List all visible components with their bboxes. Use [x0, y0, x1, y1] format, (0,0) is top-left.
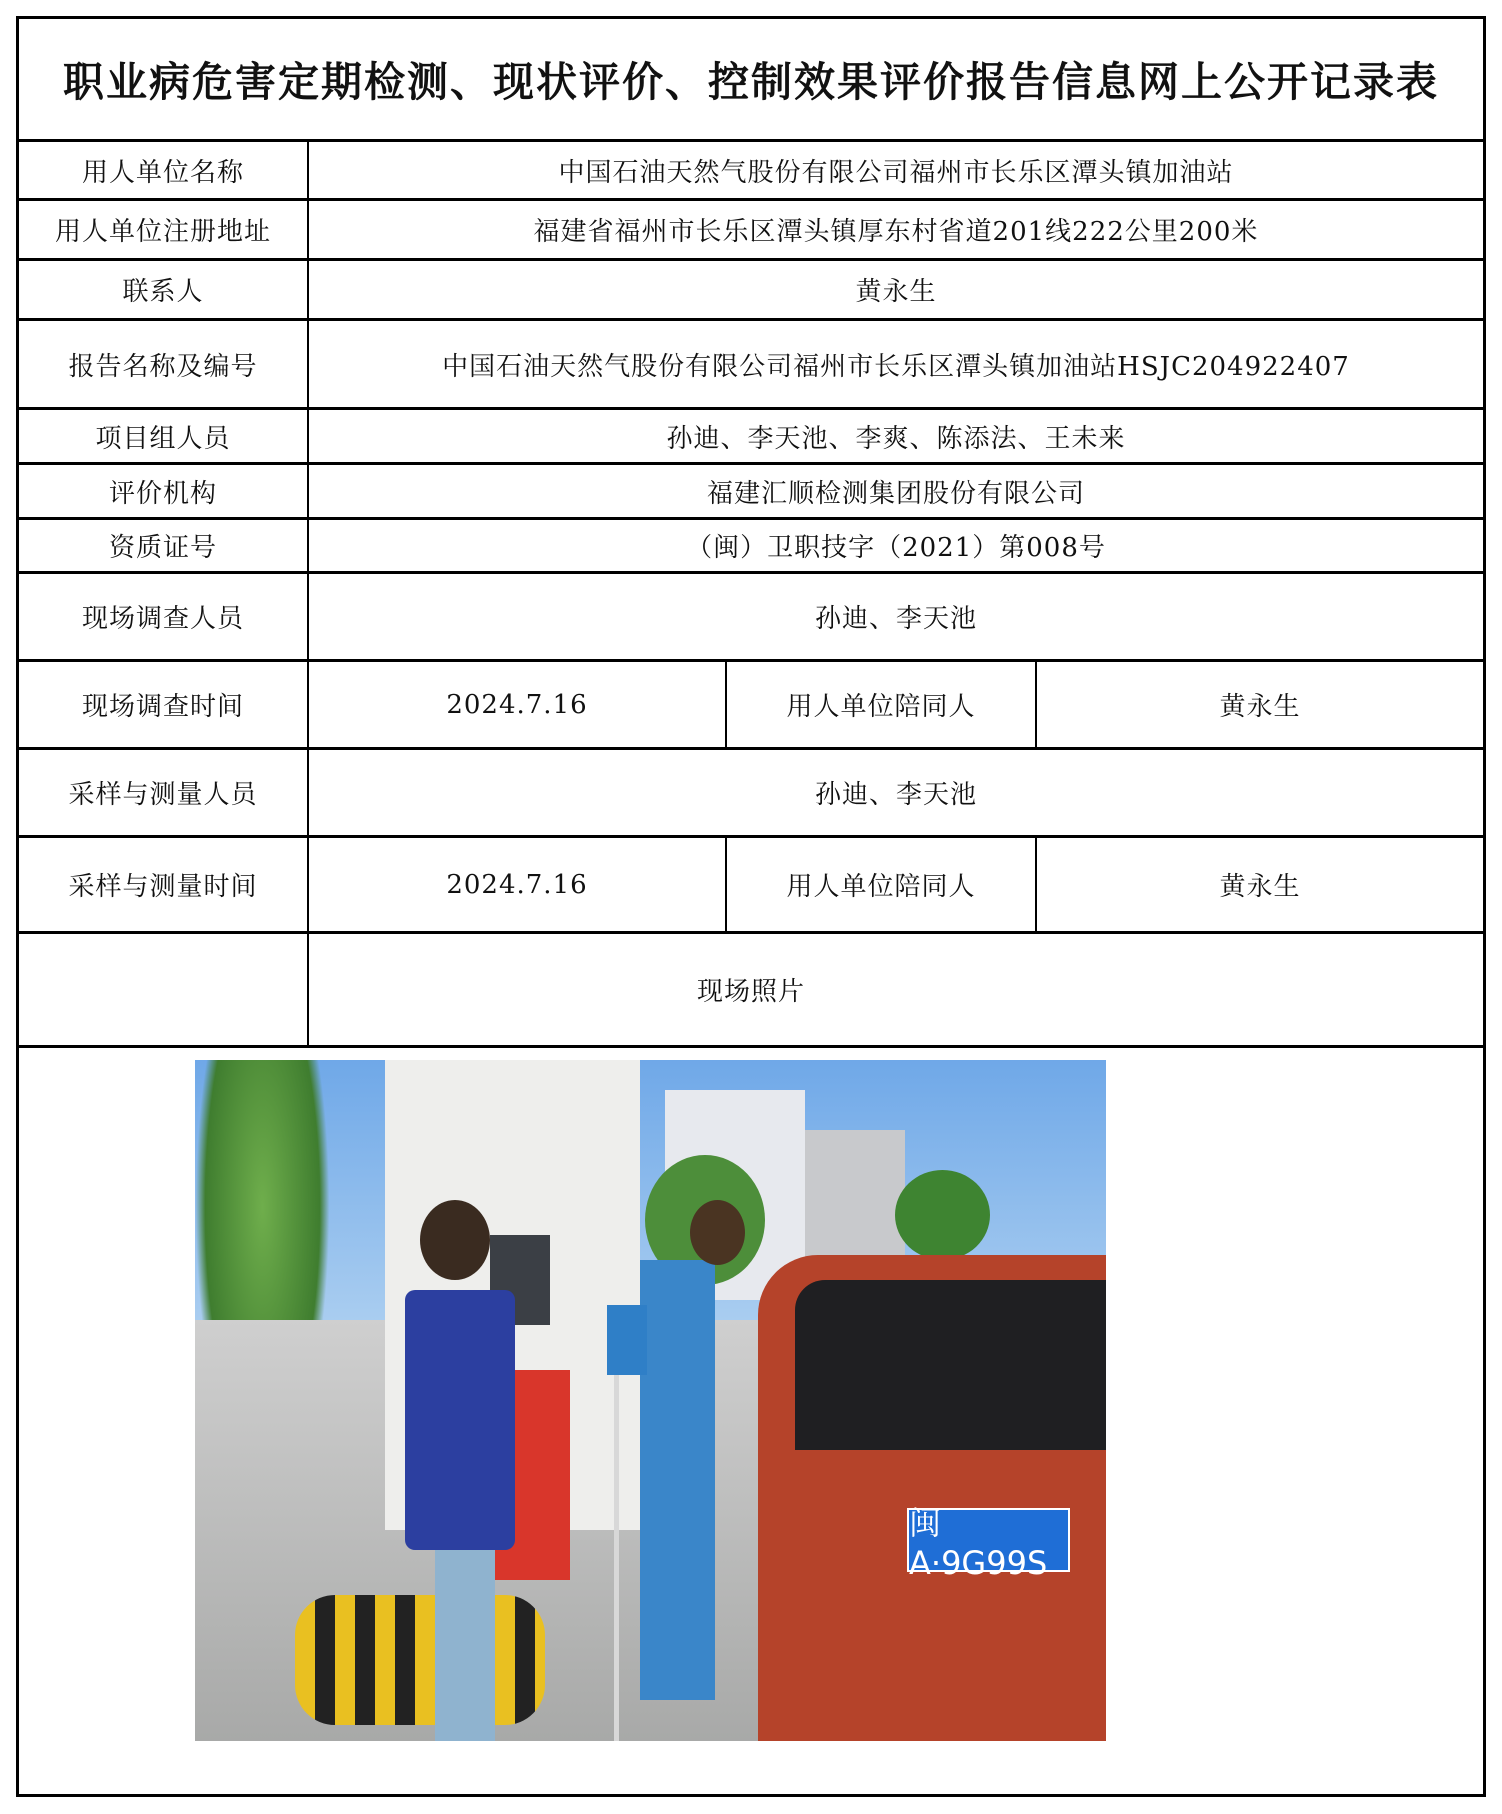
safety-island: [295, 1595, 545, 1725]
sampling-staff-value: 孙迪、李天池: [814, 780, 977, 810]
sampling-time-value: 2024.7.16: [446, 869, 588, 900]
contact-value: 黄永生: [855, 277, 937, 307]
car-rear-window: [795, 1280, 1106, 1450]
qualification-value: （闽）卫职技字（2021）第008号: [686, 533, 1106, 563]
person-head: [420, 1200, 490, 1280]
attendant: [640, 1260, 715, 1700]
sampling-staff-label: 采样与测量人员: [68, 780, 258, 810]
site-photo: [195, 1060, 1106, 1741]
employer-name-label: 用人单位名称: [81, 157, 244, 188]
report-value: 中国石油天然气股份有限公司福州市长乐区潭头镇加油站HSJC204922407: [442, 351, 1350, 382]
survey-escort-value: 黄永生: [1219, 692, 1301, 722]
survey-time-label: 现场调查时间: [81, 692, 244, 722]
sampling-time-label: 采样与测量时间: [68, 872, 258, 902]
row-divider: [16, 1045, 1486, 1048]
tree-icon: [895, 1170, 990, 1260]
survey-time-value: 2024.7.16: [446, 689, 588, 720]
employer-address-value: 福建省福州市长乐区潭头镇厚东村省道201线222公里200米: [533, 217, 1259, 247]
person-vest: [405, 1290, 515, 1550]
project-team-value: 孙迪、李天池、李爽、陈添法、王未来: [666, 423, 1126, 454]
sampling-instrument: [607, 1305, 647, 1375]
contact-label: 联系人: [122, 277, 204, 307]
site-photos-label: 现场照片: [696, 977, 805, 1007]
employer-name-value: 中国石油天然气股份有限公司福州市长乐区潭头镇加油站: [558, 157, 1234, 188]
report-label: 报告名称及编号: [68, 351, 258, 382]
sampling-escort-value: 黄永生: [1219, 872, 1301, 902]
qualification-label: 资质证号: [108, 533, 217, 563]
survey-staff-label: 现场调查人员: [81, 604, 244, 634]
evaluation-org-label: 评价机构: [108, 478, 217, 509]
attendant-head: [690, 1200, 745, 1265]
tripod: [614, 1375, 619, 1741]
page-title: 职业病危害定期检测、现状评价、控制效果评价报告信息网上公开记录表: [63, 57, 1439, 106]
project-team-label: 项目组人员: [95, 423, 231, 454]
sampling-escort-label: 用人单位陪同人: [786, 872, 976, 902]
survey-escort-label: 用人单位陪同人: [786, 692, 976, 722]
employer-address-label: 用人单位注册地址: [54, 217, 271, 247]
license-plate: 闽A·9G99S: [907, 1508, 1070, 1572]
evaluation-org-value: 福建汇顺检测集团股份有限公司: [706, 478, 1085, 509]
person-jeans: [435, 1550, 495, 1741]
survey-staff-value: 孙迪、李天池: [814, 604, 977, 634]
